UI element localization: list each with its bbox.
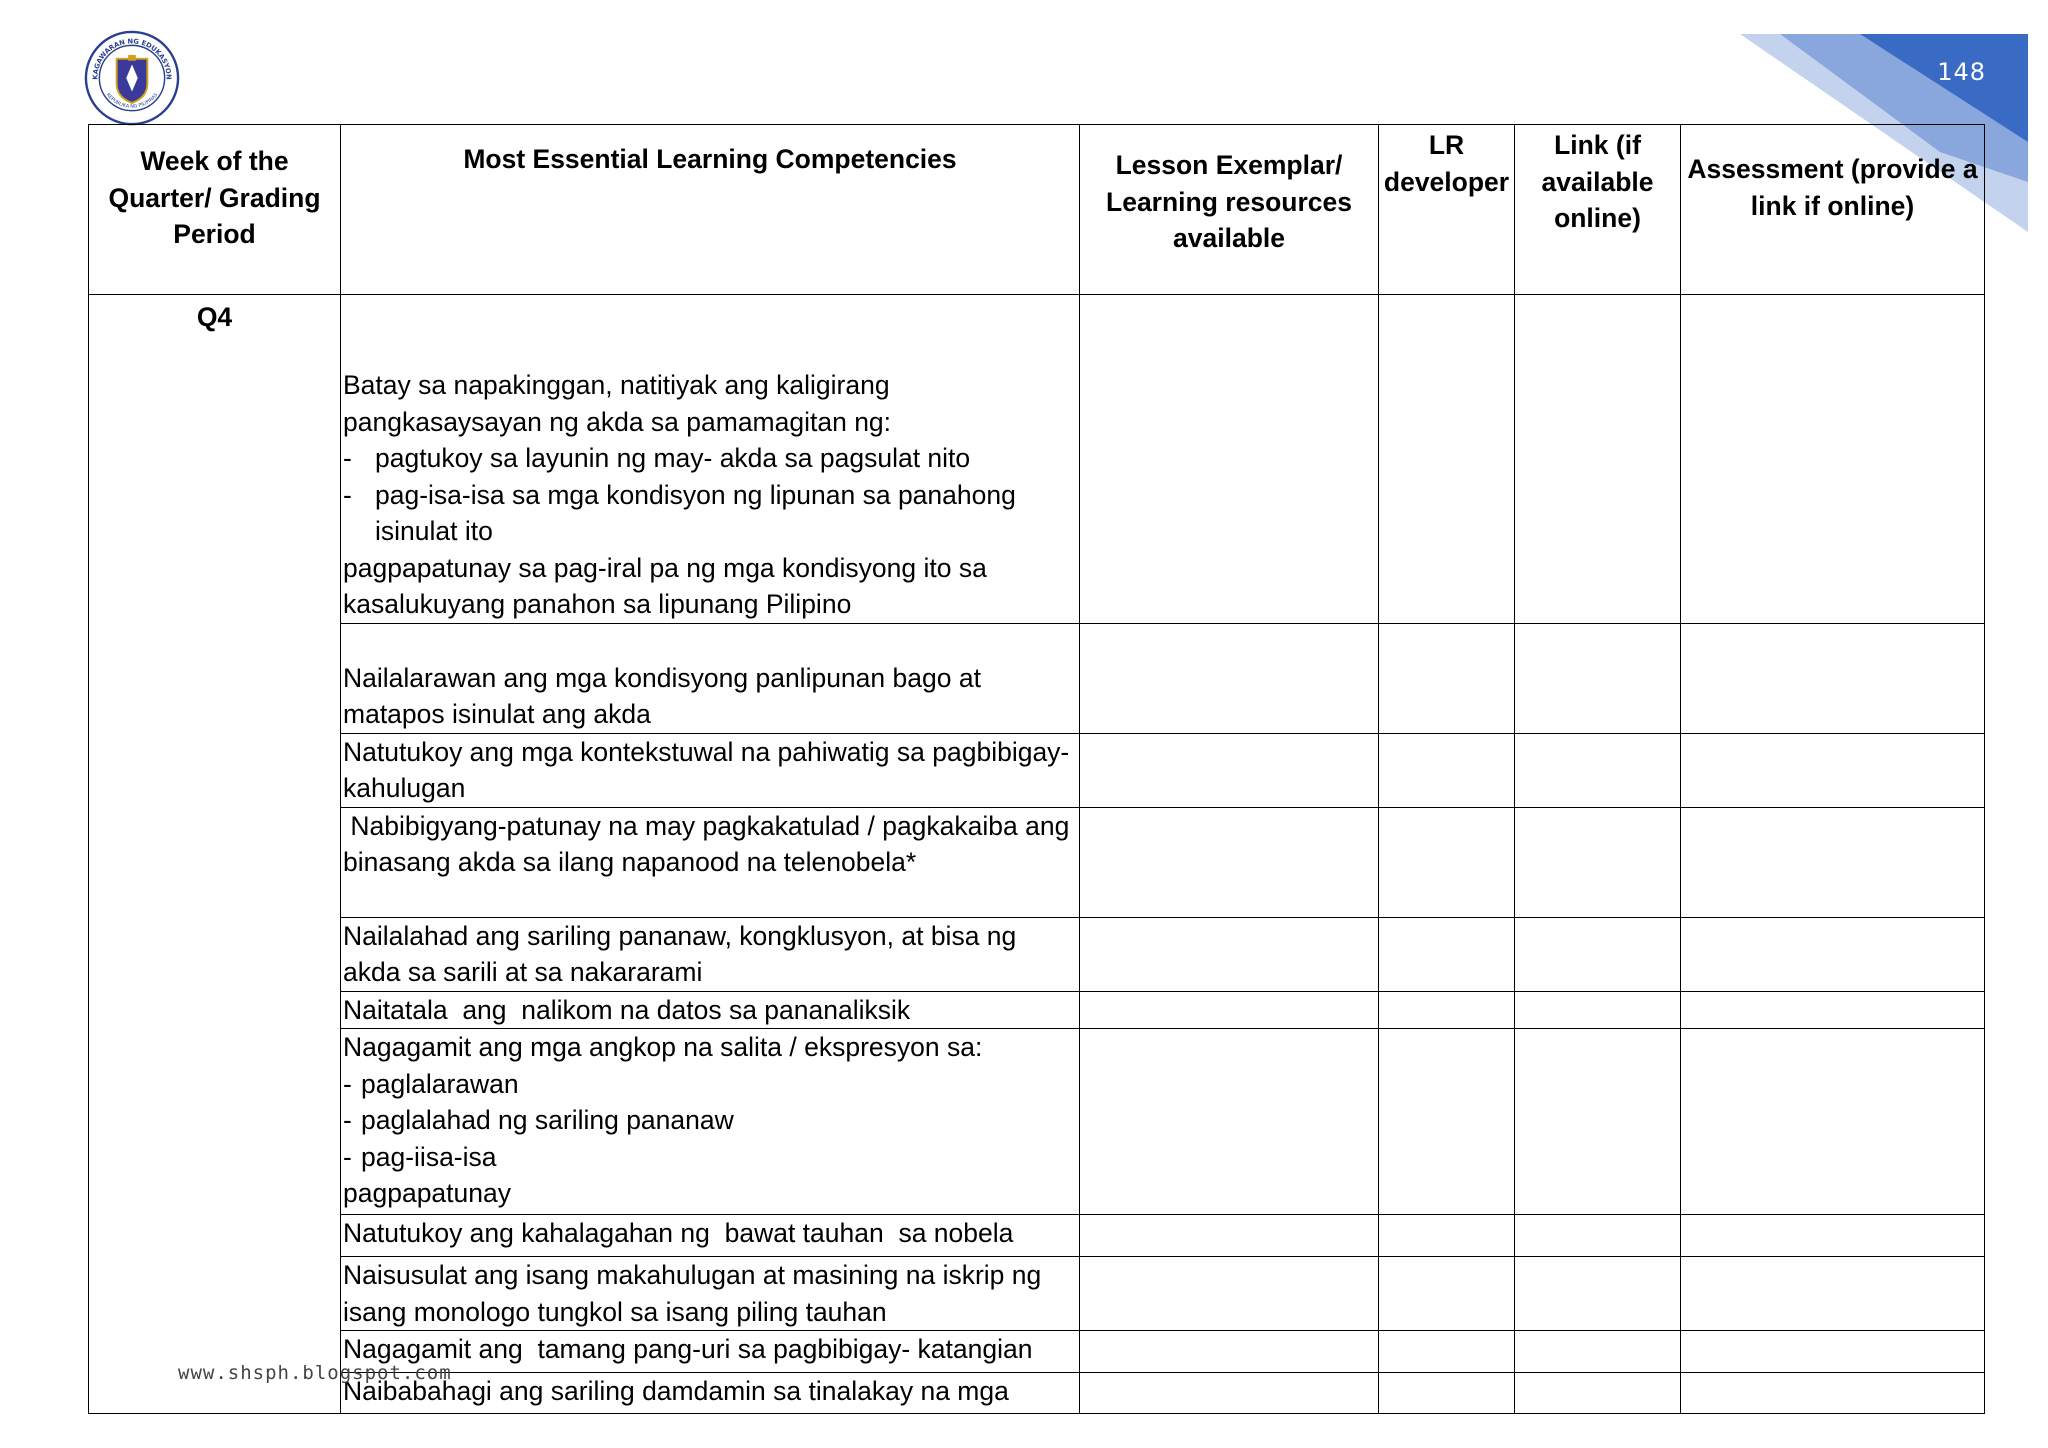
competency-lead: Nagagamit ang mga angkop na salita / ekspresyon sa: [343,1032,983,1062]
competency-cell [341,1029,1080,1215]
competency-cell: Naitatala ang nalikom na datos sa pananaliksik [341,991,1080,1029]
table-row [89,295,1985,624]
table-row [89,917,1985,991]
header-lesson: Lesson Exemplar/ Learning resources available [1080,125,1379,295]
header-week: Week of the Quarter/ Grading Period [89,125,341,295]
table-row [89,623,1985,733]
competency-cell: Naisusulat ang isang makahulugan at masining na iskrip ng isang monologo tungkol sa isang piling tauhan [341,1257,1080,1331]
table-row [89,1029,1985,1215]
table-header-row [89,125,1985,295]
footer-url: www.shsph.blogspot.com [178,1362,452,1384]
header-melc: Most Essential Learning Competencies [341,125,1080,295]
list-item: - paglalahad ng sariling pananaw [343,1105,734,1135]
header-lr-developer: LR developer [1379,125,1515,295]
list-item: - pag-isa-isa sa mga kondisyon ng lipunan sa panahong isinulat ito [343,479,1016,546]
competency-cell: Naibabahagi ang sariling damdamin sa tinalakay na mga [341,1373,1080,1414]
table-row [89,991,1985,1029]
competency-cell: Nabibigyang-patunay na may pagkakatulad / pagkakaiba ang binasang akda sa ilang napanood na telenobela* [341,807,1080,917]
table-row [89,1257,1985,1331]
competency-cell [341,295,1080,624]
list-item: - pagtukoy sa layunin ng may- akda sa pagsulat nito [343,443,971,473]
table-row [89,733,1985,807]
competency-cell: Nailalarawan ang mga kondisyong panlipunan bago at matapos isinulat ang akda [341,623,1080,733]
competency-lead: Batay sa napakinggan, natitiyak ang kaligirang pangkasaysayan ng akda sa pamamagitan ng: [343,370,892,437]
table-row [89,807,1985,917]
table-row [89,1215,1985,1257]
competency-cell: Nagagamit ang tamang pang-uri sa pagbibigay- katangian [341,1331,1080,1373]
header-assessment: Assessment (provide a link if online) [1681,125,1985,295]
competency-tail: pagpapatunay [343,1178,511,1208]
competency-cell: Nailalahad ang sariling pananaw, kongklusyon, at bisa ng akda sa sarili at sa nakararami [341,917,1080,991]
list-item: - paglalarawan [343,1068,519,1099]
page-number: 148 [1937,58,1986,86]
header-link: Link (if available online) [1515,125,1681,295]
competency-cell: Natutukoy ang kahalagahan ng bawat tauhan sa nobela [341,1215,1080,1257]
melc-table [88,124,1985,1414]
competency-tail: pagpapatunay sa pag-iral pa ng mga kondisyong ito sa kasalukuyang panahon sa lipunang Pilipino [343,552,987,619]
quarter-cell: Q4 [89,295,341,1414]
list-item: - pag-iisa-isa [343,1141,497,1172]
deped-seal-icon [84,30,180,126]
competency-cell: Natutukoy ang mga kontekstuwal na pahiwatig sa pagbibigay-kahulugan [341,733,1080,807]
logo-top-text: KAGAWARAN NG EDUKASYON [91,37,173,80]
logo-bottom-text: REPUBLIKA NG PILIPINAS [104,92,160,110]
